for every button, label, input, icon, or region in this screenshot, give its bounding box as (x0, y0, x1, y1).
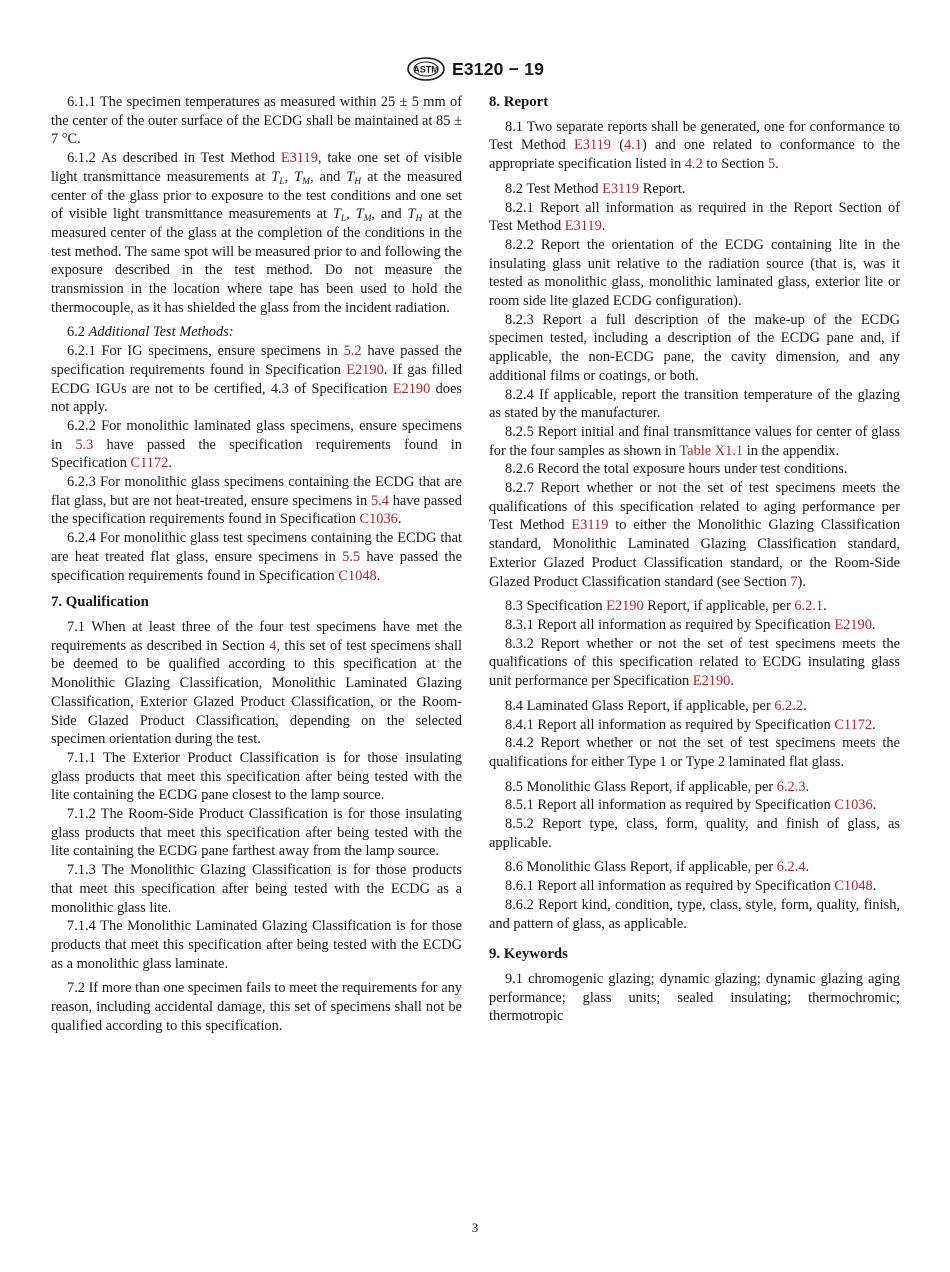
para-6-1-1: 6.1.1 The specimen temperatures as measured within 25 ± 5 mm of the center of the outer surface of the ECDG shall be maintained at 85 ± 7 °C. (51, 94, 462, 148)
para-6-2-3: 6.2.3 For monolithic glass specimens containing the ECDG that are flat glass, but are not heat-treated, ensure specimens in 5.4 have passed the specification requirements found in Specification C1036. (51, 474, 462, 528)
para-8-5: 8.5 Monolithic Glass Report, if applicable, per 6.2.3. (505, 778, 810, 795)
ref-link[interactable]: E2190 (692, 673, 731, 690)
para-7-2: 7.2 If more than one specimen fails to meet the requirements for any reason, including accidental damage, this set of specimens shall not be qualified according to this specification. (51, 980, 462, 1034)
para-8-6-1: 8.6.1 Report all information as required by Specification C1048. (505, 878, 877, 895)
para-8-2-4: 8.2.4 If applicable, report the transition temperature of the glazing as stated by the manufacturer. (489, 386, 900, 422)
ref-link[interactable]: C1048 (338, 567, 377, 584)
para-8-3-2: 8.3.2 Report whether or not the set of test specimens meets the qualifications of this specification related to ECDG insulating glass unit performance per Specification E2190. (489, 635, 900, 690)
ref-link[interactable]: E3119 (602, 180, 640, 197)
ref-link[interactable]: E3119 (280, 150, 318, 167)
para-8-2: 8.2 Test Method E3119 Report. (505, 180, 686, 197)
para-8-6-2: 8.6.2 Report kind, condition, type, class, style, form, quality, finish, and pattern of glass, as applicable. (489, 896, 900, 932)
para-8-4-2: 8.4.2 Report whether or not the set of test specimens meets the qualifications for either Type 1 or Type 2 laminated flat glass. (489, 735, 900, 770)
ref-link[interactable]: E2190 (392, 380, 431, 397)
para-8-4-1: 8.4.1 Report all information as required by Specification C1172. (505, 716, 876, 733)
para-8-2-7: 8.2.7 Report whether or not the set of test specimens meets the qualifications of this specification related to aging performance per Test Method E3119 to either the Monolithic Glazing Classification standard, Monolithic Laminated Glazing Classification standard, Exterior Glazed Product Classification standard, or the Room-Side Glazed Product Classification standard (see Section 7). (489, 480, 901, 590)
document-designation: E3120 − 19 (451, 58, 544, 79)
ref-link[interactable]: 4.1 (624, 137, 642, 154)
ref-link[interactable]: 5.4 (370, 492, 389, 509)
section-heading-report: 8. Report (489, 94, 549, 110)
para-7-1-3: 7.1.3 The Monolithic Glazing Classification is for those products that meet this specification after being tested with the ECDG as a monolithic glass lite. (51, 862, 462, 916)
para-8-2-3: 8.2.3 Report a full description of the make-up of the ECDG specimen tested, including a description of the ECDG pane and, if applicable, the non-ECDG pane, the cavity dimension, and any additional films or coatings, or both. (489, 311, 900, 384)
ref-link[interactable]: 5.5 (342, 548, 361, 565)
ref-link[interactable]: 4 (269, 637, 277, 654)
ref-link[interactable]: 5.2 (343, 343, 362, 360)
para-8-1: 8.1 Two separate reports shall be generated, one for conformance to Test Method E3119 (4.1) and one related to conformance to the appropriate specification listed in 4.2 to Section 5. (489, 118, 900, 173)
svg-text:ASTM: ASTM (413, 64, 439, 75)
ref-link[interactable]: E3119 (573, 137, 611, 154)
ref-link[interactable]: 6.2.3 (776, 778, 806, 795)
page-header (0, 56, 950, 82)
ref-link[interactable]: E3119 (564, 218, 602, 235)
section-heading-keywords: 9. Keywords (489, 946, 568, 963)
para-8-2-2: 8.2.2 Report the orientation of the ECDG containing lite in the insulating glass unit relative to the radiation source (that is, was it tested as monolithic glass, monolithic laminated glass, exterior lite or room side lite glazed ECDG configuration). (489, 236, 900, 310)
para-6-2-1: 6.2.1 For IG specimens, ensure specimens in 5.2 have passed the specification requirements found in Specification E2190. If gas filled ECDG IGUs are not to be certified, 4.3 of Specification E2190 does not apply. (51, 343, 463, 416)
para-6-2-4: 6.2.4 For monolithic glass test specimens containing the ECDG that are heat treated flat glass, ensure specimens in 5.5 have passed the specification requirements found in Specification C1048. (51, 530, 462, 584)
section-heading-qualification: 7. Qualification (51, 594, 149, 611)
para-7-1: 7.1 When at least three of the four test specimens have met the requirements as described in Section 4, this set of test specimens shall be deemed to be qualified according to this specification at the Monolithic Glazing Classification, Monolithic Laminated Glazing Classification, Exterior Glazed Product Classification, or the Room-Side Glazed Product Classification, depending on the selected specimen orientation during the test. (51, 618, 462, 748)
right-column (489, 93, 900, 1026)
para-6-2-2: 6.2.2 For monolithic laminated glass specimens, ensure specimens in 5.3 have passed the specification requirements found in Specification C1172. (51, 417, 462, 472)
para-7-1-4: 7.1.4 The Monolithic Laminated Glazing Classification is for those products that meet this specification after being tested with the ECDG as a monolithic glass laminate. (51, 918, 462, 972)
ref-link[interactable]: 7 (790, 573, 798, 590)
para-8-2-6: 8.2.6 Record the total exposure hours under test conditions. (505, 461, 848, 478)
ref-link[interactable]: 6.2.2 (774, 697, 804, 714)
para-6-2: 6.2 Additional Test Methods: (67, 324, 234, 341)
ref-link[interactable]: C1036 (834, 797, 873, 814)
ref-link[interactable]: C1048 (834, 878, 873, 895)
ref-link[interactable]: E2190 (606, 598, 644, 615)
para-8-3-1: 8.3.1 Report all information as required by Specification E2190. (505, 616, 876, 633)
ref-link[interactable]: C1172 (130, 455, 169, 472)
para-8-4: 8.4 Laminated Glass Report, if applicable, per 6.2.2. (505, 697, 807, 714)
astm-logo (406, 56, 446, 82)
para-7-1-2: 7.1.2 The Room-Side Product Classification is for those insulating glass products that meet this specification after being tested with the lite containing the ECDG pane farthest away from the lamp source. (51, 806, 462, 860)
page-number: 3 (471, 1221, 479, 1235)
ref-link[interactable]: Table X1.1 (679, 442, 744, 459)
para-8-2-5: 8.2.5 Report initial and final transmittance values for center of glass for the four samples as shown in Table X1.1 in the appendix. (489, 423, 900, 459)
ref-link[interactable]: E2190 (834, 616, 872, 633)
para-6-1-2: 6.1.2 As described in Test Method E3119, take one set of visible light transmittance measurements at $T_L$, $T_M$, and $T_H$ at the measured center of the glass prior to exposure to the test conditions and one set of visible light transmittance measurements at $T_L$, $T_M$, and $T_H$ at the measured center of the glass at the completion of the conditions in the test method. The same spot will be measured prior to and following the exposure described in the test method. Do not measure the transmission in the location where tape has been used to hold the thermocouple, as it has shielded the glass from the incident radiation. (51, 150, 463, 316)
ref-link[interactable]: E2190 (346, 361, 384, 378)
para-8-6: 8.6 Monolithic Glass Report, if applicable, per 6.2.4. (505, 859, 810, 876)
para-9-1: 9.1 chromogenic glazing; dynamic glazing; dynamic glazing aging performance; glass units; sealed insulating; thermochromic; thermotropic (489, 970, 900, 1025)
para-8-2-1: 8.2.1 Report all information as required in the Report Section of Test Method E3119. (489, 199, 900, 235)
ref-link[interactable]: C1172 (834, 716, 873, 733)
para-8-5-1: 8.5.1 Report all information as required by Specification C1036. (505, 797, 877, 814)
para-8-3: 8.3 Specification E2190 Report, if applicable, per 6.2.1. (505, 598, 827, 615)
para-8-5-2: 8.5.2 Report type, class, form, quality, and finish of glass, as applicable. (489, 816, 900, 851)
ref-link[interactable]: 6.2.1 (794, 598, 824, 615)
para-7-1-1: 7.1.1 The Exterior Product Classification is for those insulating glass products that meet this specification after being tested with the lite containing the ECDG pane closest to the lamp source. (51, 749, 462, 804)
ref-link[interactable]: E3119 (571, 517, 609, 534)
ref-link[interactable]: 5 (767, 156, 776, 173)
ref-link[interactable]: 5.3 (75, 436, 94, 453)
ref-link[interactable]: C1036 (359, 511, 398, 528)
ref-link[interactable]: 4.2 (684, 156, 703, 173)
left-column (51, 93, 462, 1035)
ref-link[interactable]: 6.2.4 (776, 859, 806, 876)
